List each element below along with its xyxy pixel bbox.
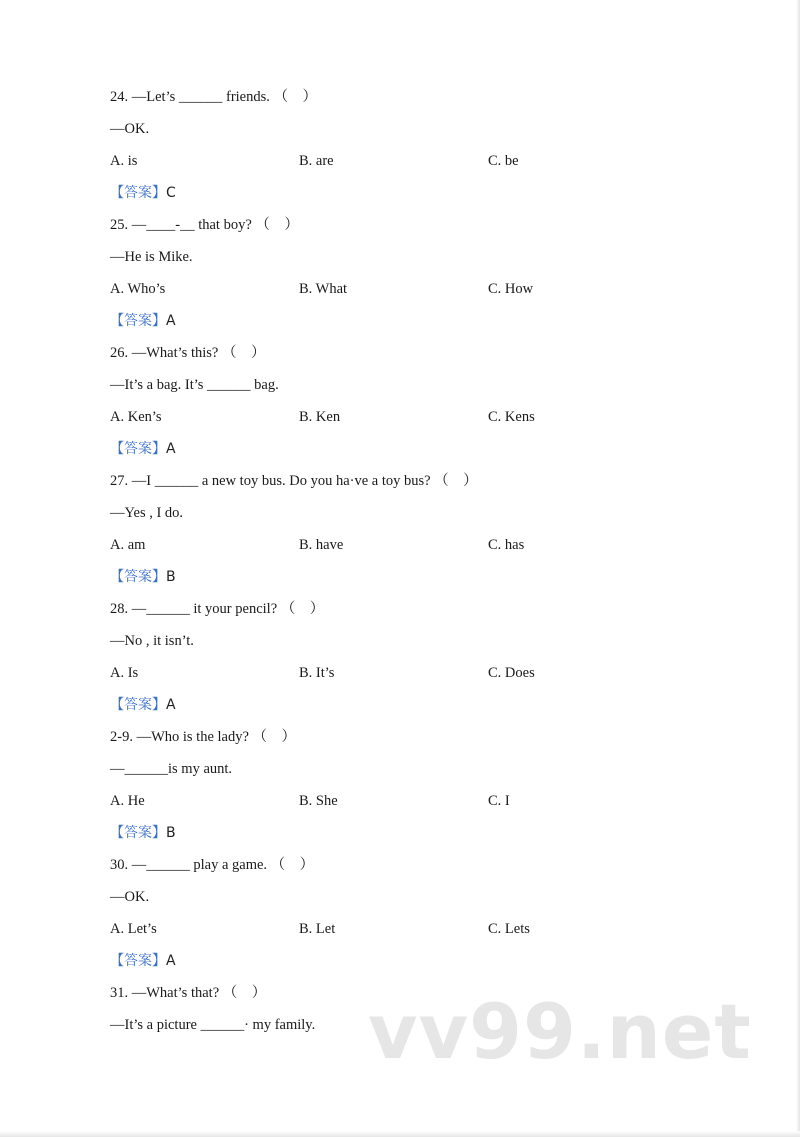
- option-c: C. How: [488, 281, 534, 297]
- option-c: C. be: [488, 153, 519, 169]
- question-list: [110, 85, 730, 1045]
- question-28: [110, 597, 730, 725]
- option-c: C. has: [488, 537, 525, 553]
- option-c: C. Does: [488, 665, 535, 681]
- question-stem: 26. —What’s this? （ ）: [110, 345, 266, 361]
- page-edge-shadow: [796, 0, 800, 1137]
- option-c: C. I: [488, 793, 510, 809]
- question-reply: —No , it isn’t.: [110, 633, 194, 649]
- option-b: B. What: [299, 281, 348, 297]
- answer-line: [110, 565, 730, 597]
- answer-value: B: [166, 569, 176, 585]
- answer-line: [110, 437, 730, 469]
- option-a: A. am: [110, 537, 146, 553]
- question-stem: 25. —____-__ that boy? （ ）: [110, 217, 299, 233]
- question-stem: 2-9. —Who is the lady? （ ）: [110, 729, 297, 745]
- question-29: [110, 725, 730, 853]
- answer-value: B: [166, 825, 176, 841]
- question-reply: —He is Mike.: [110, 249, 193, 265]
- question-27: [110, 469, 730, 597]
- answer-tag: 【答案】: [110, 953, 166, 969]
- question-25: [110, 213, 730, 341]
- option-row: [110, 149, 730, 181]
- answer-tag: 【答案】: [110, 697, 166, 713]
- question-stem: 30. —______ play a game. （ ）: [110, 857, 315, 873]
- question-stem: 28. —______ it your pencil? （ ）: [110, 601, 325, 617]
- question-stem: 31. —What’s that? （ ）: [110, 985, 267, 1001]
- option-c: C. Lets: [488, 921, 530, 937]
- answer-line: [110, 309, 730, 341]
- answer-tag: 【答案】: [110, 569, 166, 585]
- answer-line: [110, 949, 730, 981]
- option-b: B. are: [299, 153, 334, 169]
- option-b: B. Let: [299, 921, 336, 937]
- option-b: B. She: [299, 793, 338, 809]
- question-reply: —______is my aunt.: [110, 761, 233, 777]
- option-b: B. have: [299, 537, 344, 553]
- question-reply: —OK.: [110, 889, 150, 905]
- answer-tag: 【答案】: [110, 825, 166, 841]
- answer-tag: 【答案】: [110, 185, 166, 201]
- option-row: [110, 917, 730, 949]
- question-reply: —It’s a picture ______· my family.: [110, 1017, 316, 1033]
- option-row: [110, 661, 730, 693]
- option-a: A. is: [110, 153, 138, 169]
- option-b: B. It’s: [299, 665, 335, 681]
- option-c: C. Kens: [488, 409, 535, 425]
- answer-line: [110, 181, 730, 213]
- option-row: [110, 789, 730, 821]
- question-reply: —OK.: [110, 121, 150, 137]
- question-reply: —It’s a bag. It’s ______ bag.: [110, 377, 279, 393]
- question-stem: 24. —Let’s ______ friends. （ ）: [110, 89, 318, 105]
- question-stem: 27. —I ______ a new toy bus. Do you ha·ve a toy bus? （ ）: [110, 473, 478, 489]
- page-bottom-shadow: [0, 1131, 800, 1137]
- option-a: A. He: [110, 793, 145, 809]
- option-a: A. Is: [110, 665, 139, 681]
- option-a: A. Ken’s: [110, 409, 162, 425]
- answer-line: [110, 821, 730, 853]
- question-30: [110, 853, 730, 981]
- option-row: [110, 277, 730, 309]
- answer-value: A: [166, 697, 176, 713]
- answer-value: A: [166, 953, 176, 969]
- watermark: vv99.net: [368, 987, 752, 1076]
- option-b: B. Ken: [299, 409, 341, 425]
- option-a: A. Who’s: [110, 281, 166, 297]
- answer-value: C: [166, 185, 176, 201]
- question-reply: —Yes , I do.: [110, 505, 184, 521]
- question-24: [110, 85, 730, 213]
- option-a: A. Let’s: [110, 921, 157, 937]
- option-row: [110, 533, 730, 565]
- answer-tag: 【答案】: [110, 441, 166, 457]
- answer-tag: 【答案】: [110, 313, 166, 329]
- answer-line: [110, 693, 730, 725]
- answer-value: A: [166, 441, 176, 457]
- option-row: [110, 405, 730, 437]
- question-26: [110, 341, 730, 469]
- answer-value: A: [166, 313, 176, 329]
